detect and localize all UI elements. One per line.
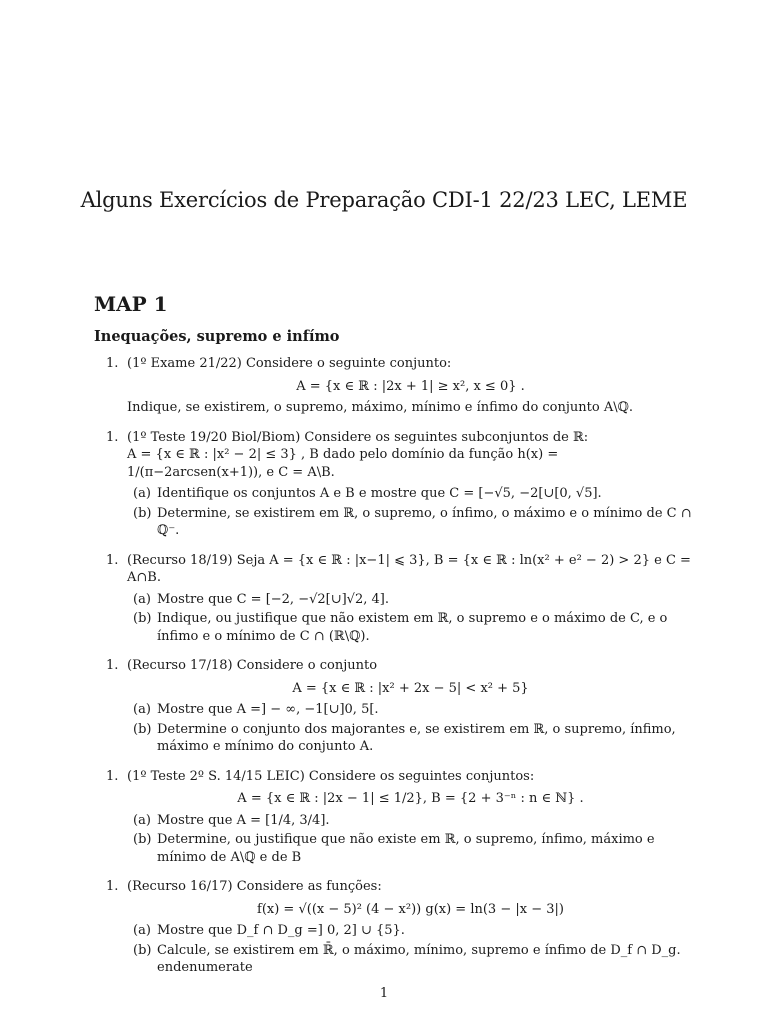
exercise-equation: A = {x ∈ ℝ : |x² + 2x − 5| < x² + 5}	[292, 680, 529, 696]
document-title: Alguns Exercícios de Preparação CDI-1 22/23 LEC, LEME	[80, 188, 688, 212]
subitem-label: (a)	[133, 702, 151, 717]
exercise-text: (1º Teste 19/20 Biol/Biom) Considere os seguintes subconjuntos de ℝ:	[127, 429, 589, 445]
subitem	[127, 942, 694, 977]
exercise-text-2: A = {x ∈ ℝ : |x² − 2| ≤ 3} , B dado pelo domínio da função h(x) = 1/(π−2arcsen(x+1)), e C = A\B.	[127, 447, 559, 480]
subitem	[127, 610, 694, 645]
exercise-text: (1º Exame 21/22) Considere o seguinte conjunto:	[127, 356, 452, 371]
exercise-text: (Recurso 18/19) Seja A = {x ∈ ℝ : |x−1| ⩽ 3}, B = {x ∈ ℝ : ln(x² + e² − 2) > 2} e C = A∩B.	[127, 552, 691, 585]
exercise	[106, 552, 694, 646]
subitem-label: (a)	[133, 486, 151, 501]
subitem-list	[127, 922, 694, 977]
exercise-number: 1.	[106, 879, 119, 894]
exercise-number: 1.	[106, 552, 119, 568]
exercise-number: 1.	[106, 658, 119, 673]
subitem	[127, 812, 694, 830]
subitem-text: Identifique os conjuntos A e B e mostre que C = [−√5, −2[∪[0, √5].	[157, 486, 602, 501]
subitem	[127, 922, 694, 940]
subitem	[127, 505, 694, 540]
subitem-label: (b)	[133, 505, 152, 521]
subitem-text: Determine, ou justifique que não existe em ℝ, o supremo, ínfimo, máximo e mínimo de A\ℚ e de B	[157, 832, 655, 865]
exercise-equation: f(x) = √((x − 5)² (4 − x²)) g(x) = ln(3 − |x − 3|)	[257, 901, 564, 917]
subsection-title: Inequações, supremo e infímo	[94, 328, 340, 345]
subitem-text: Determine o conjunto dos majorantes e, se existirem em ℝ, o supremo, ínfimo, máximo e mínimo do conjunto A.	[157, 721, 676, 754]
exercise-number: 1.	[106, 768, 119, 784]
exercise	[106, 768, 694, 867]
subitem-label: (b)	[133, 721, 152, 737]
subitem-label: (a)	[133, 923, 151, 938]
exercise-text: (1º Teste 2º S. 14/15 LEIC) Considere os seguintes conjuntos:	[127, 768, 535, 784]
subitem	[127, 721, 694, 756]
subitem-label: (a)	[133, 812, 151, 828]
subitem-text: Mostre que A = [1/4, 3/4].	[157, 812, 330, 828]
subitem-list	[127, 591, 694, 646]
exercise-equation: A = {x ∈ ℝ : |2x + 1| ≥ x², x ≤ 0} .	[296, 378, 525, 394]
subitem-list	[127, 812, 694, 867]
subitem-text: Calcule, se existirem em ℝ̄, o máximo, mínimo, supremo e ínfimo de D_f ∩ D_g. endenumerate	[157, 942, 681, 975]
page-number: 1	[379, 986, 389, 1001]
subitem-list	[127, 701, 694, 756]
subitem-label: (b)	[133, 942, 152, 958]
section-title: MAP 1	[94, 292, 168, 316]
subitem-text: Indique, ou justifique que não existem em ℝ, o supremo e o máximo de C, e o ínfimo e o mínimo de C ∩ (ℝ\ℚ).	[157, 611, 668, 644]
exercise	[106, 429, 694, 540]
subitem	[127, 591, 694, 609]
subitem	[127, 831, 694, 866]
exercise-list	[106, 355, 694, 989]
exercise	[106, 355, 694, 417]
subitem-label: (b)	[133, 611, 152, 626]
subitem-text: Mostre que C = [−2, −√2[∪]√2, 4].	[157, 591, 389, 607]
exercise-number: 1.	[106, 356, 119, 371]
exercise	[106, 657, 694, 756]
exercise-number: 1.	[106, 429, 119, 445]
subitem-label: (a)	[133, 591, 151, 607]
subitem	[127, 485, 694, 503]
exercise	[106, 878, 694, 977]
subitem	[127, 701, 694, 719]
exercise-equation: A = {x ∈ ℝ : |2x − 1| ≤ 1/2}, B = {2 + 3⁻ⁿ : n ∈ ℕ} .	[237, 791, 584, 806]
exercise-text: (Recurso 17/18) Considere o conjunto	[127, 658, 378, 673]
subitem-list	[127, 485, 694, 540]
subitem-text: Determine, se existirem em ℝ, o supremo, o ínfimo, o máximo e o mínimo de C ∩ ℚ⁻.	[157, 505, 692, 538]
subitem-text: Mostre que A =] − ∞, −1[∪]0, 5[.	[157, 702, 379, 717]
subitem-label: (b)	[133, 832, 152, 847]
exercise-after-text: Indique, se existirem, o supremo, máximo, mínimo e ínfimo do conjunto A\ℚ.	[127, 400, 634, 415]
exercise-text: (Recurso 16/17) Considere as funções:	[127, 879, 382, 894]
subitem-text: Mostre que D_f ∩ D_g =] 0, 2] ∪ {5}.	[157, 923, 405, 938]
